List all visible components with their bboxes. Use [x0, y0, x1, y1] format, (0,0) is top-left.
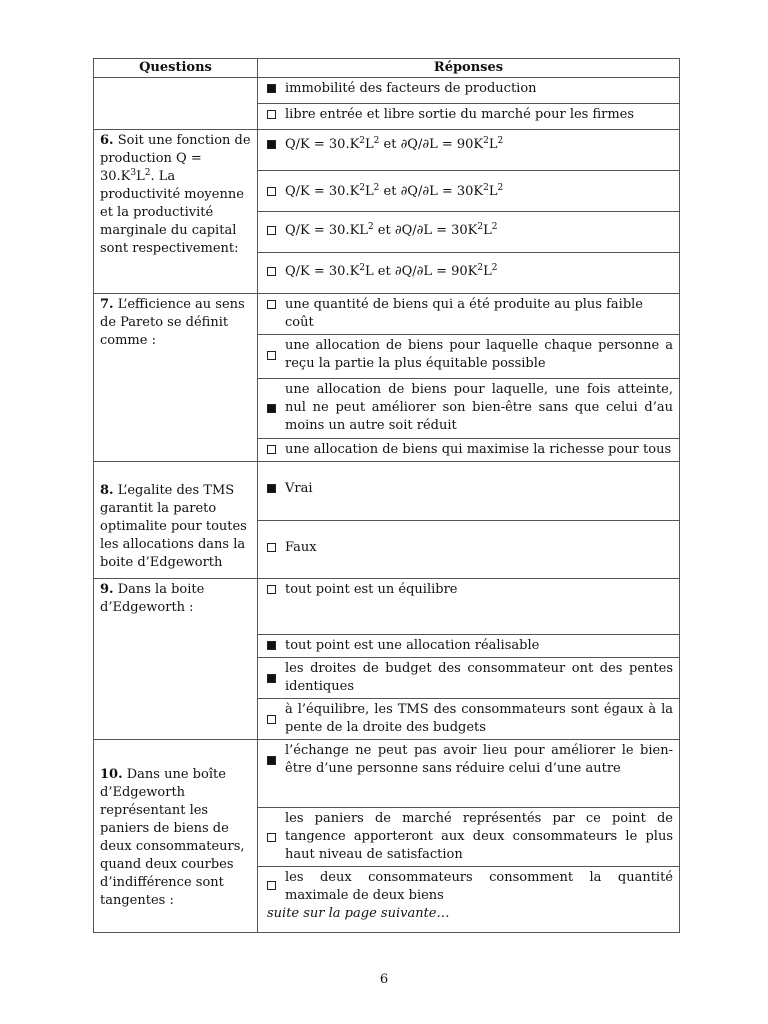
answer-text: tout point est un équilibre	[285, 582, 458, 597]
answer-text: tout point est une allocation réalisable	[285, 638, 540, 653]
checked-box-icon[interactable]	[267, 756, 276, 765]
answer-row	[258, 78, 680, 104]
checked-box-icon[interactable]	[267, 484, 276, 493]
answer-row	[258, 867, 680, 933]
checked-box-icon[interactable]	[267, 674, 276, 683]
question-8-cell	[94, 462, 258, 579]
answer-text: $Q/K = 30.K^2L^2$ et $\partial Q/\partial L = 90K^2L^2$	[285, 136, 504, 152]
answer-row	[258, 521, 680, 579]
answer-text: Vrai	[285, 481, 313, 496]
answer-text: une allocation de biens pour laquelle, une fois atteinte, nul ne peut améliorer son bien-être sans que celui d’au moins un autre soit réduit	[285, 382, 673, 433]
question-6-cell	[94, 130, 258, 294]
questions-table	[93, 58, 680, 933]
answer-text: $Q/K = 30.K^2L$ et $\partial Q/\partial L = 90K^2L^2$	[285, 263, 498, 279]
question-9-cell	[94, 579, 258, 740]
answer-text: $Q/K = 30.KL^2$ et $\partial Q/\partial L = 30K^2L^2$	[285, 222, 498, 238]
header-answers: Réponses	[258, 59, 680, 78]
question-7-cell	[94, 294, 258, 462]
answer-text: $Q/K = 30.K^2L^2$ et $\partial Q/\partial L = 30K^2L^2$	[285, 183, 504, 199]
question-number: 8.	[100, 483, 114, 498]
exponent: 3	[130, 168, 137, 178]
question-10-cell	[94, 740, 258, 933]
table-header-row	[94, 59, 680, 78]
continued-note: suite sur la page suivante…	[267, 906, 450, 921]
answer-text: une quantité de biens qui a été produite au plus faible coût	[285, 297, 643, 330]
checked-box-icon[interactable]	[267, 404, 276, 413]
answer-row	[258, 253, 680, 294]
header-questions: Questions	[94, 59, 258, 78]
answer-row	[258, 212, 680, 253]
answer-text: les droites de budget des consommateur ont des pentes identiques	[285, 661, 673, 694]
answer-text: Faux	[285, 540, 317, 555]
answer-text: à l’équilibre, les TMS des consommateurs sont égaux à la pente de la droite des budgets	[285, 702, 673, 735]
question-text: L’egalite des TMS garantit la pareto optimalite pour toutes les allocations dans la boite d’Edgeworth	[100, 483, 247, 570]
answer-text: les paniers de marché représentés par ce point de tangence apporteront aux deux consommateurs le plus haut niveau de satisfaction	[285, 811, 673, 862]
question-number: 7.	[100, 297, 114, 312]
checked-box-icon[interactable]	[267, 641, 276, 650]
answer-row	[258, 699, 680, 740]
question-number: 9.	[100, 582, 114, 597]
answer-text: une allocation de biens qui maximise la richesse pour tous	[285, 442, 672, 457]
page-number: 6	[379, 972, 389, 987]
question-text: . La productivité moyenne et la productivité marginale du capital sont respectivement:	[100, 169, 244, 256]
checked-box-icon[interactable]	[267, 84, 276, 93]
empty-box-icon[interactable]	[267, 833, 276, 842]
question-text: L’efficience au sens de Pareto se définit comme :	[100, 297, 245, 348]
empty-box-icon[interactable]	[267, 881, 276, 890]
question-number: 6.	[100, 133, 114, 148]
question-text: Soit une fonction de production Q = 30.K	[100, 133, 251, 184]
answer-text: immobilité des facteurs de production	[285, 81, 537, 96]
question-text: Dans une boîte d’Edgeworth représentant les paniers de biens de deux consommateurs, quand deux courbes d’indifférence sont tangentes :	[100, 767, 245, 908]
empty-box-icon[interactable]	[267, 445, 276, 454]
answer-row	[258, 171, 680, 212]
answer-row	[258, 294, 680, 335]
answer-row	[258, 379, 680, 439]
answer-row	[258, 462, 680, 521]
answer-row	[258, 439, 680, 462]
answer-row	[258, 335, 680, 379]
answer-row	[258, 130, 680, 171]
answer-row	[258, 808, 680, 867]
empty-box-icon[interactable]	[267, 267, 276, 276]
answer-text: une allocation de biens pour laquelle chaque personne a reçu la partie la plus équitable possible	[285, 338, 673, 371]
question-text: Dans la boite d’Edgeworth :	[100, 582, 205, 615]
checked-box-icon[interactable]	[267, 140, 276, 149]
answer-text: libre entrée et libre sortie du marché pour les firmes	[285, 107, 635, 122]
answer-row	[258, 635, 680, 658]
answer-text: l’échange ne peut pas avoir lieu pour améliorer le bien-être d’une personne sans réduire celui d’une autre	[285, 743, 673, 776]
question-5-cell	[94, 78, 258, 130]
question-text: L	[136, 169, 145, 184]
empty-box-icon[interactable]	[267, 300, 276, 309]
empty-box-icon[interactable]	[267, 351, 276, 360]
empty-box-icon[interactable]	[267, 543, 276, 552]
empty-box-icon[interactable]	[267, 226, 276, 235]
answer-row	[258, 104, 680, 130]
empty-box-icon[interactable]	[267, 585, 276, 594]
empty-box-icon[interactable]	[267, 110, 276, 119]
answer-text: les deux consommateurs consomment la quantité maximale de deux biens	[285, 870, 673, 903]
empty-box-icon[interactable]	[267, 187, 276, 196]
answer-row	[258, 658, 680, 699]
empty-box-icon[interactable]	[267, 715, 276, 724]
answer-row	[258, 740, 680, 808]
exponent: 2	[144, 168, 151, 178]
answer-row	[258, 579, 680, 635]
question-number: 10.	[100, 767, 123, 782]
